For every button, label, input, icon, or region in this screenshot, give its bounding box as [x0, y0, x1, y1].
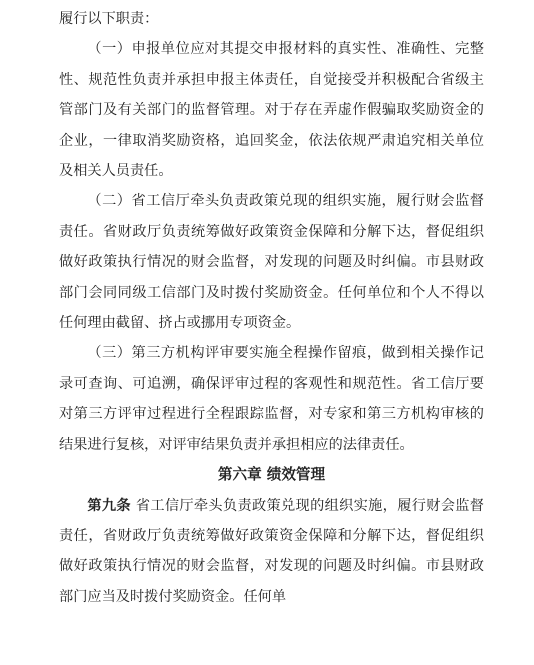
article-label: 第九条 — [87, 497, 131, 514]
article-nine-paragraph — [59, 491, 484, 613]
paragraph-item-3: （三）第三方机构评审要实施全程操作留痕，做到相关操作记录可查询、可追溯，确保评审过程的客观性和规范性。省工信厅要对第三方评审过程进行全程跟踪监督，对专家和第三方机构审核的结果进行复核，对评审结果负责并承担相应的法律责任。 — [59, 345, 484, 453]
paragraph-item-1: （一）申报单位应对其提交申报材料的真实性、准确性、完整性、规范性负责并承担申报主体责任，自觉接受并积极配合省级主管部门及有关部门的监督管理。对于存在弄虚作假骗取奖励资金的企业，一律取消奖励资格，追回奖金，依法依规严肃追究相关单位及相关人员责任。 — [59, 41, 484, 180]
paragraph-item-2: （二）省工信厅牵头负责政策兑现的组织实施，履行财会监督责任。省财政厅负责统筹做好政策资金保障和分解下达，督促组织做好政策执行情况的财会监督，对发现的问题及时纠偏。市县财政部门会同同级工信部门及时拨付奖励资金。任何单位和个人不得以任何理由截留、挤占或挪用专项资金。 — [59, 193, 484, 332]
paragraph-continuation: 履行以下职责： — [59, 11, 159, 27]
article-text: 省工信厅牵头负责政策兑现的组织实施，履行财会监督责任，省财政厅负责统筹做好政策资金保障和分解下达，督促组织做好政策执行情况的财会监督，对发现的问题及时纠偏。市县财政部门应当及时拨付奖励资金。任何单 — [59, 497, 484, 605]
chapter-heading: 第六章 绩效管理 — [217, 466, 326, 484]
